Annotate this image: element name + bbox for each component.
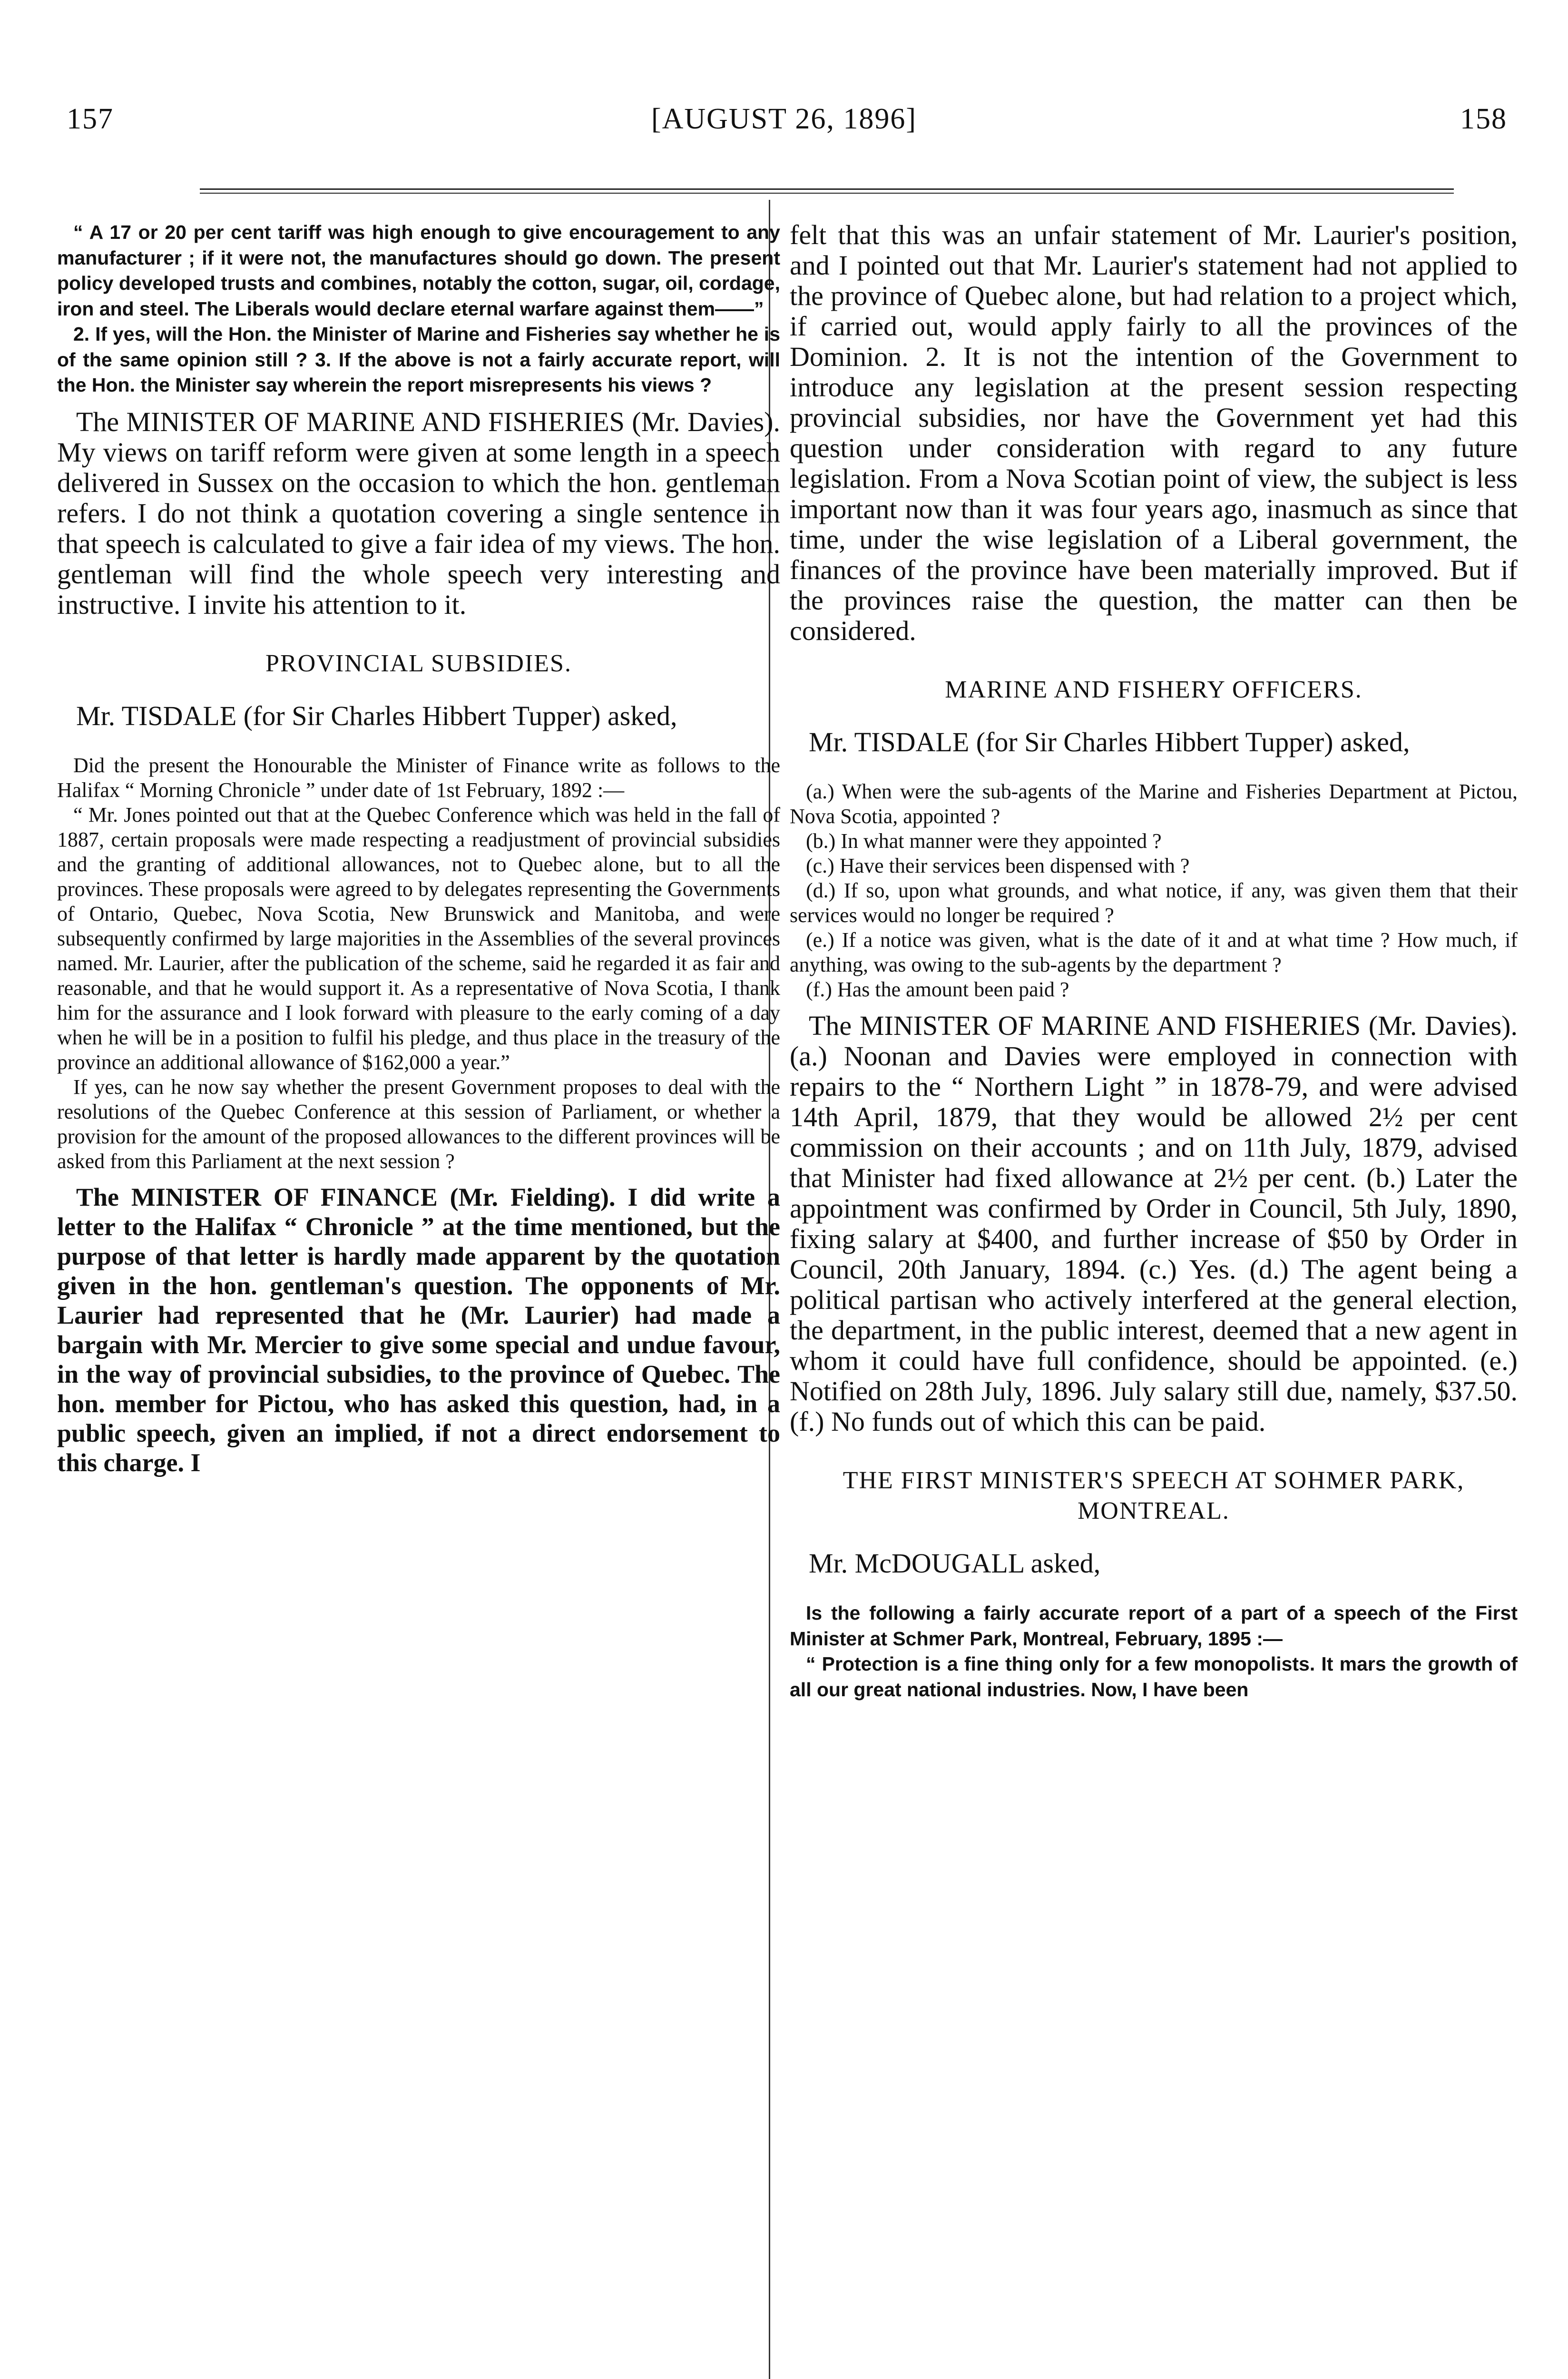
header-rule <box>200 188 1454 194</box>
question-text: If yes, can he now say whether the present Government proposes to deal with the resolutions of the Quebec Conference at this session of Parliament, or whether a provision for the amount of the proposed allowances to the different provinces will be asked from this Parliament at the next session ? <box>57 1075 780 1173</box>
question-a: (a.) When were the sub-agents of the Marine and Fisheries Department at Pictou, Nova Scotia, appointed ? <box>790 780 1518 828</box>
section-heading-provincial-subsidies: PROVINCIAL SUBSIDIES. <box>265 649 572 677</box>
question-b: (b.) In what manner were they appointed ? <box>806 829 1162 853</box>
tisdale-asked: Mr. TISDALE (for Sir Charles Hibbert Tupper) asked, <box>809 727 1410 757</box>
section-heading-first-minister-speech: THE FIRST MINISTER'S SPEECH AT SOHMER PARK, MONTREAL. <box>843 1467 1465 1524</box>
question-text: Is the following a fairly accurate report of a part of a speech of the First Minister at Schmer Park, Montreal, February, 1895 :— <box>790 1602 1518 1650</box>
question-e: (e.) If a notice was given, what is the date of it and at what time ? How much, if anything, was owing to the sub-agents by the department ? <box>790 928 1518 976</box>
quoted-letter-text: “ Mr. Jones pointed out that at the Quebec Conference which was held in the fall of 1887, certain proposals were made respecting a readjustment of provincial subsidies and the granting of additional allowances, not to Quebec alone, but to all the provinces. These proposals were agreed to by delegates representing the Governments of Ontario, Quebec, Nova Scotia, New Brunswick and Manitoba, and were subsequently confirmed by large majorities in the Assemblies of the several provinces named. Mr. Laurier, after the publication of the scheme, said he regarded it as fair and reasonable, and that he would support it. As a representative of Nova Scotia, I thank him for the assurance and I look forward with pleasure to the early coming of a day when he will be in a position to fulfil his pledge, and thus place in the treasury of the province an additional allowance of $162,000 a year.” <box>57 803 780 1074</box>
page-number-right: 158 <box>1460 103 1507 135</box>
right-column <box>790 220 1518 2379</box>
header-date: [AUGUST 26, 1896] <box>651 103 917 135</box>
question-text: Did the present the Honourable the Minister of Finance write as follows to the Halifax “ Morning Chronicle ” under date of 1st February, 1892 :— <box>57 753 780 802</box>
minister-marine-answer: The MINISTER OF MARINE AND FISHERIES (Mr. Davies). My views on tariff reform were given at some length in a speech delivered in Sussex on the occasion to which the hon. gentleman refers. I do not think a quotation covering a single sentence in that speech is calculated to give a fair idea of my views. The hon. gentleman will find the whole speech very interesting and instructive. I invite his attention to it. <box>57 406 780 620</box>
section-heading-marine-fishery-officers: MARINE AND FISHERY OFFICERS. <box>945 676 1362 703</box>
mcdougall-asked: Mr. McDOUGALL asked, <box>809 1548 1101 1579</box>
minister-finance-answer: The MINISTER OF FINANCE (Mr. Fielding). I did write a letter to the Halifax “ Chronicle ” at the time mentioned, but the purpose of that letter is hardly made apparent by the quotation given in the hon. gentleman's question. The opponents of Mr. Laurier had represented that he (Mr. Laurier) had made a bargain with Mr. Mercier to give some special and undue favour, in the way of provincial subsidies, to the province of Quebec. The hon. member for Pictou, who has asked this question, had, in a public speech, given an implied, if not a direct endorsement to this charge. I <box>57 1182 780 1477</box>
minister-marine-answer: The MINISTER OF MARINE AND FISHERIES (Mr. Davies). (a.) Noonan and Davies were employed in connection with repairs to the “ Northern Light ” in 1878-79, and were advised 14th April, 1879, that they would be allowed 2½ per cent commission on their accounts ; and on 11th July, 1879, advised that Minister had fixed allowance at 2½ per cent. (b.) Later the appointment was confirmed by Order in Council, 5th July, 1890, fixing salary at $400, and further increase of $50 by Order in Council, 20th January, 1894. (c.) Yes. (d.) The agent being a political partisan who actively interfered at the general election, the department, in the public interest, deemed that a new agent in whom it could have full confidence, should be appointed. (e.) Notified on 28th July, 1896. July salary still due, namely, $37.50. (f.) No funds out of which this can be paid. <box>790 1010 1518 1437</box>
quoted-speech-text: “ Protection is a fine thing only for a few monopolists. It mars the growth of all our great national industries. Now, I have been <box>790 1653 1518 1701</box>
page-header <box>48 102 1520 145</box>
page-number-left: 157 <box>67 103 114 135</box>
quoted-report-text: “ A 17 or 20 per cent tariff was high enough to give encouragement to any manufacturer ; if it were not, the manufactures should go down. The present policy developed trusts and combines, notably the cotton, sugar, oil, cordage, iron and steel. The Liberals would declare eternal warfare against them——” <box>57 221 780 320</box>
left-column <box>57 220 780 2379</box>
question-d: (d.) If so, upon what grounds, and what notice, if any, was given them that their services would no longer be required ? <box>790 879 1518 927</box>
question-f: (f.) Has the amount been paid ? <box>806 978 1069 1001</box>
question-text: 2. If yes, will the Hon. the Minister of Marine and Fisheries say whether he is of the same opinion still ? 3. If the above is not a fairly accurate report, will the Hon. the Minister say wherein the report misrepresents his views ? <box>57 323 780 396</box>
minister-finance-answer-continued: felt that this was an unfair statement of Mr. Laurier's position, and I pointed out that Mr. Laurier's statement had not applied to the province of Quebec alone, but had relation to a project which, if carried out, would apply fairly to all the provinces of the Dominion. 2. It is not the intention of the Government to introduce any legislation at the present session respecting provincial subsidies, nor have the Government yet had this question under consideration with regard to any future legislation. From a Nova Scotian point of view, the subject is less important now than it was four years ago, inasmuch as since that time, under the wise legislation of a Liberal government, the finances of the province have been materially improved. But if the provinces raise the question, the matter can then be considered. <box>790 220 1518 646</box>
tisdale-asked: Mr. TISDALE (for Sir Charles Hibbert Tupper) asked, <box>76 700 677 731</box>
question-c: (c.) Have their services been dispensed with ? <box>806 854 1190 877</box>
